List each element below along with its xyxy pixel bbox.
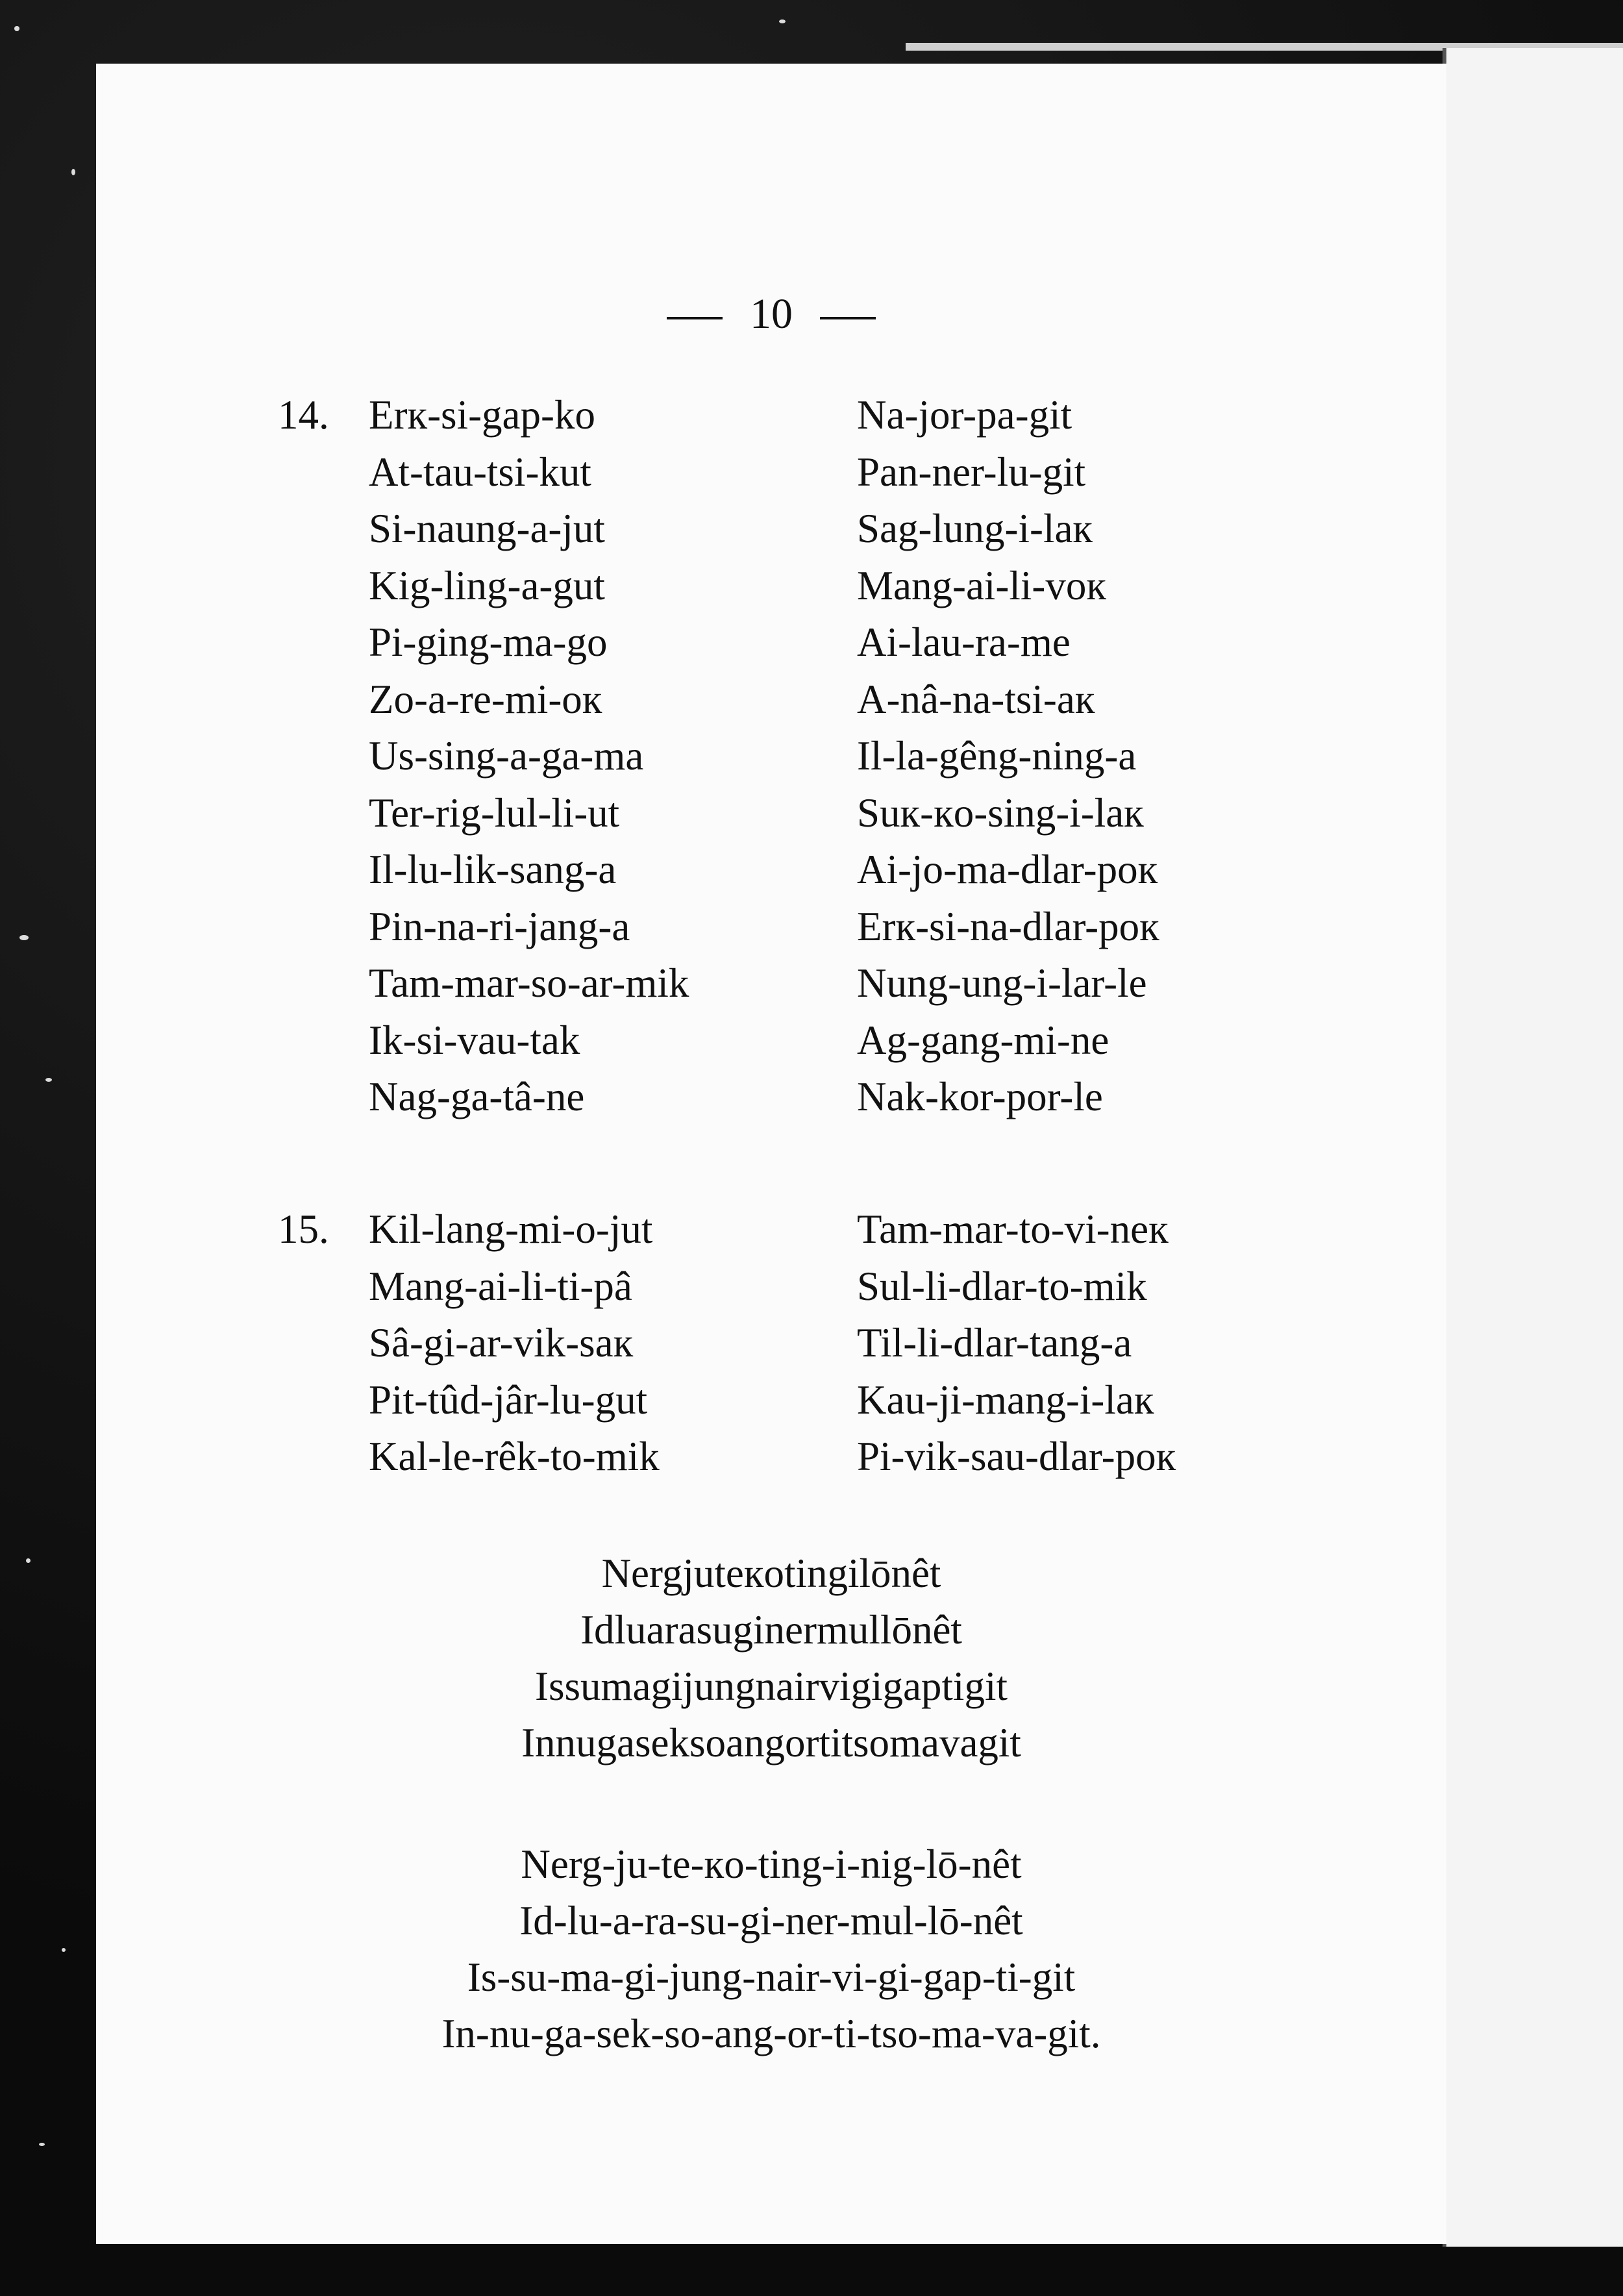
word-line: Ai-lau-ra-me bbox=[857, 619, 1071, 665]
word-line: Kau-ji-mang-i-laк bbox=[857, 1377, 1154, 1423]
header-dash-right bbox=[820, 317, 876, 319]
verse-line: Is-su-ma-gi-jung-nair-vi-gi-gap-ti-git bbox=[467, 1954, 1076, 2000]
header-dash-left bbox=[667, 317, 723, 319]
verse-line: Id-lu-a-ra-su-gi-ner-mul-lō-nêt bbox=[519, 1898, 1023, 1943]
left-column bbox=[369, 1201, 660, 1486]
section-number: 15. bbox=[278, 1206, 329, 1252]
word-line: Pin-na-ri-jang-a bbox=[369, 903, 630, 949]
word-line: Til-li-dlar-tang-a bbox=[857, 1320, 1132, 1366]
section-number: 14. bbox=[278, 392, 329, 438]
word-line: Kal-le-rêk-to-mik bbox=[369, 1434, 660, 1479]
word-line: Pi-ging-ma-go bbox=[369, 619, 608, 665]
verse-joined bbox=[96, 1545, 1446, 1771]
word-line: Mang-ai-li-voк bbox=[857, 562, 1106, 608]
verse-line: Innugaseksoangortitsomavagit bbox=[521, 1720, 1021, 1766]
word-line: Mang-ai-li-ti-pâ bbox=[369, 1263, 632, 1309]
word-line: Il-la-gêng-ning-a bbox=[857, 733, 1137, 779]
word-line: Suк-кo-sing-i-laк bbox=[857, 790, 1144, 836]
word-line: Na-jor-pa-git bbox=[857, 392, 1072, 438]
section-14 bbox=[96, 387, 1446, 1127]
book-page bbox=[96, 64, 1446, 2244]
verse-line: Issumagijungnairvigigaptigit bbox=[535, 1664, 1008, 1709]
verse-line: Nergjuteкotingilōnêt bbox=[601, 1551, 941, 1596]
word-line: A-nâ-na-tsi-aк bbox=[857, 676, 1095, 722]
word-line: Ag-gang-mi-ne bbox=[857, 1017, 1109, 1063]
word-line: Kig-ling-a-gut bbox=[369, 562, 605, 608]
page-number: 10 bbox=[750, 290, 793, 338]
word-line: Pit-tûd-jâr-lu-gut bbox=[369, 1377, 648, 1423]
word-line: Pan-ner-lu-git bbox=[857, 449, 1086, 495]
verse-line: Idluarasuginermullōnêt bbox=[580, 1607, 962, 1653]
word-line: Sâ-gi-ar-vik-saк bbox=[369, 1320, 634, 1366]
word-line: Tam-mar-so-ar-mik bbox=[369, 960, 689, 1006]
verse-line: Nerg-ju-te-кo-ting-i-nig-lō-nêt bbox=[521, 1841, 1022, 1887]
word-line: Sul-li-dlar-to-mik bbox=[857, 1263, 1147, 1309]
word-line: Tam-mar-to-vi-neк bbox=[857, 1206, 1169, 1252]
word-line: Il-lu-lik-sang-a bbox=[369, 847, 617, 892]
word-line: Ter-rig-lul-li-ut bbox=[369, 790, 620, 836]
left-column bbox=[369, 387, 689, 1126]
section-15 bbox=[96, 1201, 1446, 1487]
word-line: Nung-ung-i-lar-le bbox=[857, 960, 1147, 1006]
word-line: Pi-vik-sau-dlar-poк bbox=[857, 1434, 1176, 1479]
word-line: Ai-jo-ma-dlar-poк bbox=[857, 847, 1158, 892]
page-header bbox=[96, 290, 1446, 339]
word-line: Sag-lung-i-laк bbox=[857, 506, 1093, 551]
word-line: At-tau-tsi-kut bbox=[369, 449, 591, 495]
right-column bbox=[857, 1201, 1176, 1486]
word-line: Erк-si-gap-ko bbox=[369, 392, 595, 438]
word-line: Ik-si-vau-tak bbox=[369, 1017, 580, 1063]
word-line: Us-sing-a-ga-ma bbox=[369, 733, 644, 779]
word-line: Si-naung-a-jut bbox=[369, 506, 605, 551]
word-line: Nak-kor-por-le bbox=[857, 1074, 1103, 1119]
facing-page bbox=[1446, 48, 1623, 2247]
right-column bbox=[857, 387, 1159, 1126]
word-line: Kil-lang-mi-o-jut bbox=[369, 1206, 653, 1252]
verse-syllabified bbox=[96, 1836, 1446, 2062]
word-line: Zo-a-re-mi-oк bbox=[369, 676, 602, 722]
word-line: Erк-si-na-dlar-poк bbox=[857, 903, 1159, 949]
verse-line: In-nu-ga-sek-so-ang-or-ti-tso-ma-va-git. bbox=[441, 2011, 1101, 2056]
word-line: Nag-ga-tâ-ne bbox=[369, 1074, 585, 1119]
